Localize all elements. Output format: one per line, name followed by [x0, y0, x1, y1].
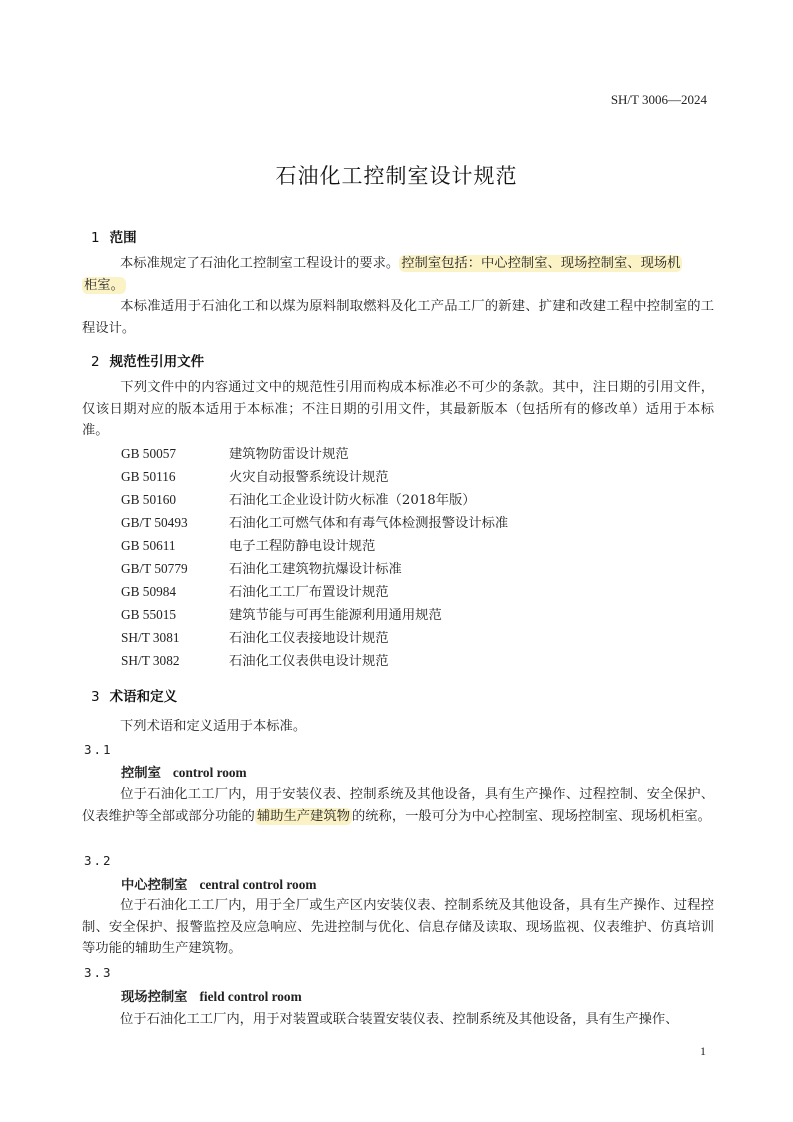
reference-item [121, 628, 389, 648]
reference-title: 石油化工企业设计防火标准（2018年版） [229, 493, 476, 508]
reference-code: GB/T 50493 [121, 515, 188, 530]
definition-text: 位于石油化工工厂内，用于安装仪表、控制系统及其他设备，具有生产操作、过程控制、安全保护、仪表维护等全部或部分功能的 [82, 787, 714, 824]
reference-title: 火灾自动报警系统设计规范 [229, 470, 389, 485]
term-definition [82, 784, 714, 827]
scope-text: 本标准适用于石油化工和以煤为原料制取燃料及化工产品工厂的新建、扩建和改建工程中控制室的工程设计。 [82, 299, 714, 336]
term-name [121, 986, 302, 1005]
standard-code: SH/T 3006—2024 [610, 92, 707, 107]
reference-item [121, 605, 442, 625]
section-title: 术语和定义 [109, 689, 178, 705]
reference-title: 石油化工仪表接地设计规范 [229, 631, 389, 646]
highlight: 控制室包括：中心控制室、现场控制室、现场机 [401, 256, 681, 271]
section-number: 2 [91, 354, 100, 370]
reference-item [121, 513, 508, 533]
reference-code: GB 50116 [121, 469, 176, 484]
highlight: 辅助生产建筑物 [256, 808, 350, 824]
section-title: 规范性引用文件 [109, 354, 205, 370]
term-en: control room [172, 765, 247, 780]
reference-item [121, 651, 389, 671]
section-number: 3 [91, 689, 100, 705]
definition-text: 位于石油化工工厂内，用于对装置或联合装置安装仪表、控制系统及其他设备，具有生产操作、 [120, 1012, 679, 1027]
reference-title: 石油化工建筑物抗爆设计标准 [229, 562, 402, 577]
definition-text: 的统称，一般可分为中心控制室、现场控制室、现场机柜室。 [351, 808, 711, 824]
references-intro [82, 377, 714, 442]
section-title: 范围 [109, 230, 137, 246]
reference-title: 石油化工可燃气体和有毒气体检测报警设计标准 [229, 516, 509, 531]
term-en: central control room [199, 877, 317, 892]
term-zh: 控制室 [121, 766, 161, 781]
reference-code: GB 50160 [121, 492, 177, 507]
reference-code: GB 50057 [121, 446, 177, 461]
reference-title: 石油化工仪表供电设计规范 [229, 654, 389, 669]
reference-item [121, 467, 389, 487]
reference-code: SH/T 3081 [121, 630, 180, 645]
term-definition [82, 895, 714, 960]
term-definition [82, 1009, 714, 1031]
terms-intro-text: 下列术语和定义适用于本标准。 [120, 719, 307, 734]
reference-code: GB 50611 [121, 538, 176, 553]
scope-paragraph-2 [82, 296, 714, 339]
term-zh: 中心控制室 [121, 878, 188, 893]
scope-paragraph-1 [82, 253, 714, 296]
term-number: 3.3 [84, 965, 113, 980]
section-heading-references [91, 350, 204, 370]
reference-item [121, 444, 349, 464]
term-number: 3.1 [84, 742, 113, 757]
page-number: 1 [700, 1044, 706, 1058]
scope-text: 本标准规定了石油化工控制室工程设计的要求。 [120, 256, 400, 271]
section-heading-terms [91, 685, 177, 705]
term-zh: 现场控制室 [121, 990, 188, 1005]
terms-intro [82, 716, 714, 738]
term-number: 3.2 [84, 853, 113, 868]
references-intro-text: 下列文件中的内容通过文中的规范性引用而构成本标准必不可少的条款。其中，注日期的引用文件，仅该日期对应的版本适用于本标准；不注日期的引用文件，其最新版本（包括所有的修改单）适用于本标准。 [82, 380, 714, 438]
reference-item [121, 536, 375, 556]
reference-title: 电子工程防静电设计规范 [229, 539, 376, 554]
reference-title: 石油化工工厂布置设计规范 [229, 585, 389, 600]
highlight: 柜室。 [84, 277, 124, 293]
reference-code: GB/T 50779 [121, 561, 188, 576]
section-number: 1 [91, 230, 100, 246]
term-name [121, 762, 247, 781]
reference-item [121, 582, 389, 602]
reference-code: GB 50984 [121, 584, 177, 599]
reference-item [121, 490, 476, 510]
definition-text: 位于石油化工工厂内，用于全厂或生产区内安装仪表、控制系统及其他设备，具有生产操作、过程控制、安全保护、报警监控及应急响应、先进控制与优化、信息存储及读取、现场监视、仪表维护、仿真培训等功能的辅助生产建筑物。 [82, 898, 714, 956]
reference-title: 建筑节能与可再生能源利用通用规范 [229, 608, 442, 623]
reference-item [121, 559, 402, 579]
reference-code: SH/T 3082 [121, 653, 180, 668]
reference-code: GB 55015 [121, 607, 177, 622]
term-en: field control room [199, 989, 302, 1004]
section-heading-scope [91, 226, 137, 246]
document-title: 石油化工控制室设计规范 [275, 164, 518, 188]
term-name [121, 874, 316, 893]
reference-title: 建筑物防雷设计规范 [229, 447, 349, 462]
